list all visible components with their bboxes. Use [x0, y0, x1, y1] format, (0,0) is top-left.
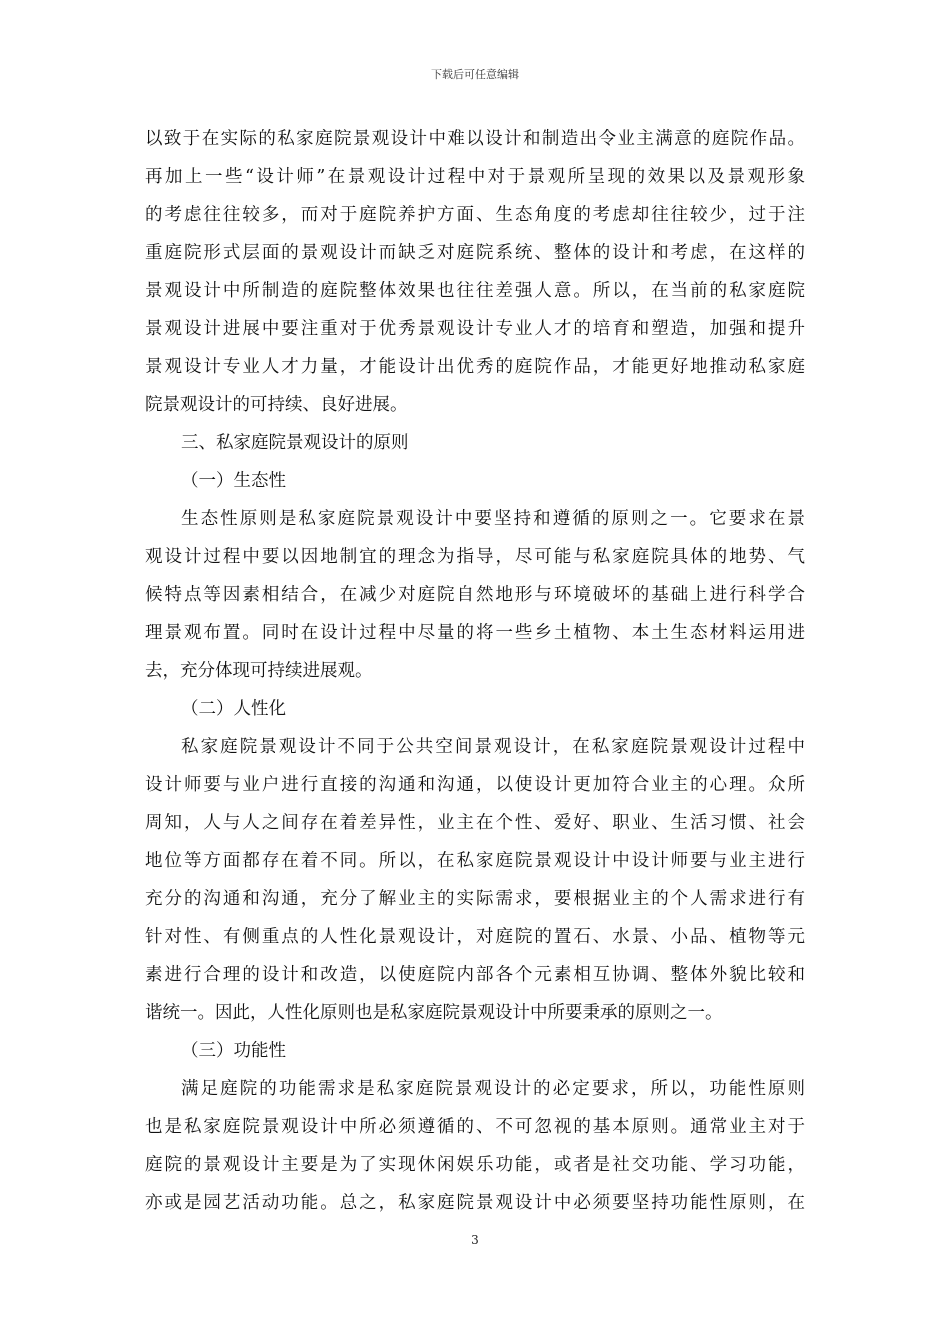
text-line: 周知，人与人之间存在着差异性，业主在个性、爱好、职业、生活习惯、社会 [145, 813, 805, 833]
text-line: 去，充分体现可持续进展观。 [145, 661, 373, 681]
text-line: 景观设计中所制造的庭院整体效果也往往差强人意。所以，在当前的私家庭院 [145, 281, 805, 301]
text-line: 景观设计专业人才力量，才能设计出优秀的庭院作品，才能更好地推动私家庭 [145, 357, 805, 377]
text-line: 重庭院形式层面的景观设计而缺乏对庭院系统、整体的设计和考虑，在这样的 [145, 243, 805, 263]
text-line: （二）人性化 [181, 699, 286, 719]
text-line: 三、私家庭院景观设计的原则 [181, 433, 409, 453]
text-line: 再加上一些“设计师”在景观设计过程中对于景观所呈现的效果以及景观形象 [145, 167, 805, 187]
document-body [145, 120, 805, 1222]
text-line: 地位等方面都存在着不同。所以，在私家庭院景观设计中设计师要与业主进行 [145, 851, 805, 871]
text-line: 景观设计进展中要注重对于优秀景观设计专业人才的培育和塑造，加强和提升 [145, 319, 805, 339]
text-line: 也是私家庭院景观设计中所必须遵循的、不可忽视的基本原则。通常业主对于 [145, 1117, 805, 1137]
text-line: 针对性、有侧重点的人性化景观设计，对庭院的置石、水景、小品、植物等元 [145, 927, 805, 947]
text-line: 生态性原则是私家庭院景观设计中要坚持和遵循的原则之一。它要求在景 [181, 509, 805, 529]
text-line: 院景观设计的可持续、良好进展。 [145, 395, 408, 415]
text-line: 观设计过程中要以因地制宜的理念为指导，尽可能与私家庭院具体的地势、气 [145, 547, 805, 567]
text-line: （一）生态性 [181, 471, 286, 491]
text-line: 候特点等因素相结合，在减少对庭院自然地形与环境破坏的基础上进行科学合 [145, 585, 805, 605]
text-line: 私家庭院景观设计不同于公共空间景观设计，在私家庭院景观设计过程中 [181, 737, 805, 757]
text-line: 的考虑往往较多，而对于庭院养护方面、生态角度的考虑却往往较少，过于注 [145, 205, 805, 225]
text-line: 以致于在实际的私家庭院景观设计中难以设计和制造出令业主满意的庭院作品。 [145, 129, 805, 149]
page-number: 3 [471, 1233, 479, 1247]
text-line: 满足庭院的功能需求是私家庭院景观设计的必定要求，所以，功能性原则 [181, 1079, 805, 1099]
text-line: 谐统一。因此，人性化原则也是私家庭院景观设计中所要秉承的原则之一。 [145, 1003, 723, 1023]
text-line: 素进行合理的设计和改造，以使庭院内部各个元素相互协调、整体外貌比较和 [145, 965, 805, 985]
text-line: 设计师要与业户进行直接的沟通和沟通，以使设计更加符合业主的心理。众所 [145, 775, 805, 795]
text-line: 充分的沟通和沟通，充分了解业主的实际需求，要根据业主的个人需求进行有 [145, 889, 805, 909]
text-line: 亦或是园艺活动功能。总之，私家庭院景观设计中必须要坚持功能性原则，在 [145, 1193, 805, 1213]
text-line: 理景观布置。同时在设计过程中尽量的将一些乡土植物、本土生态材料运用进 [145, 623, 805, 643]
text-line: （三）功能性 [181, 1041, 286, 1061]
page-header: 下载后可任意编辑 [431, 68, 519, 81]
text-line: 庭院的景观设计主要是为了实现休闲娱乐功能，或者是社交功能、学习功能， [145, 1155, 805, 1175]
